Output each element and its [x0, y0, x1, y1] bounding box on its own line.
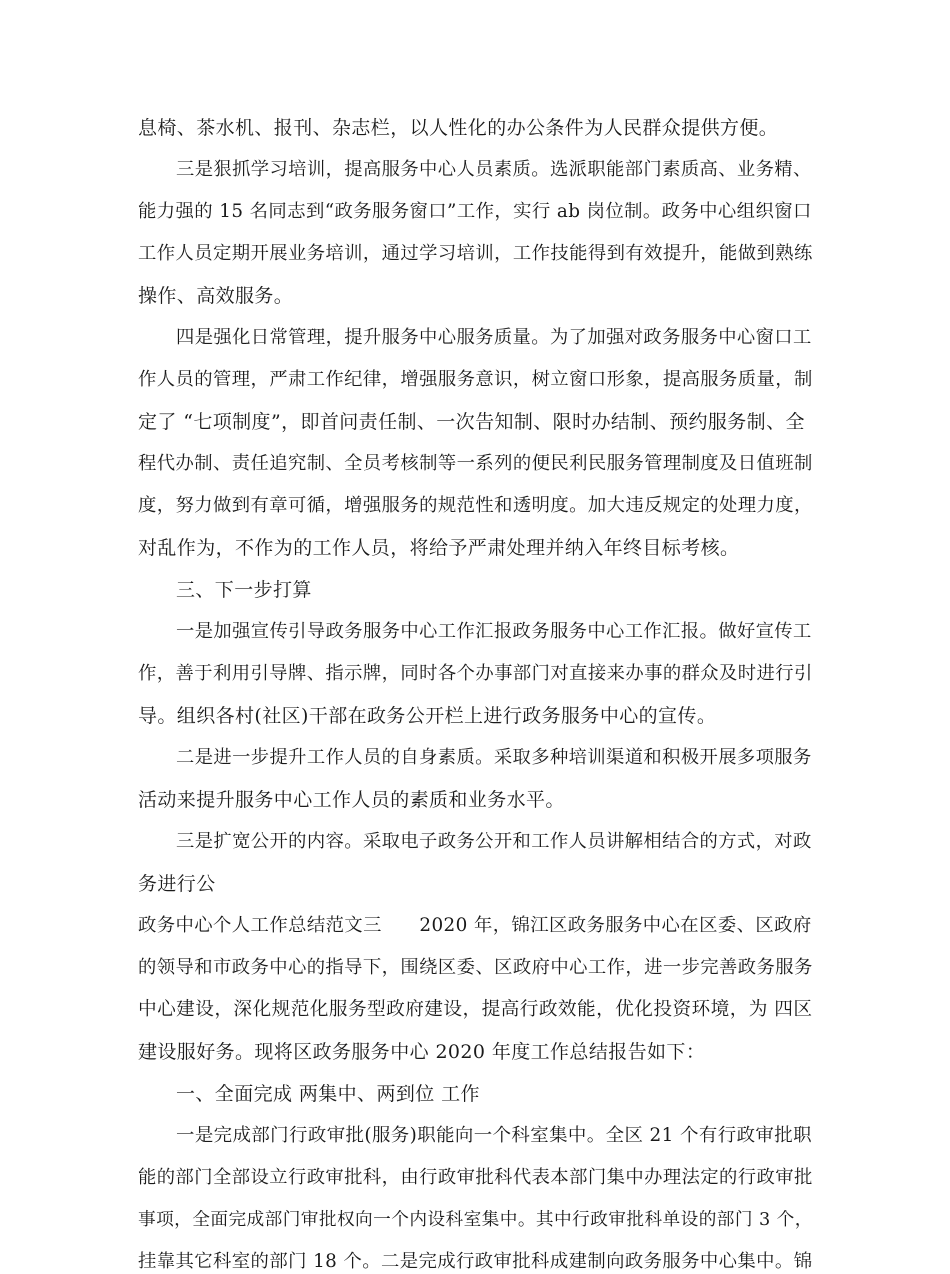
- section-heading: 三、下一步打算: [176, 579, 312, 601]
- text-line: 作人员的管理，严肃工作纪律，增强服务意识，树立窗口形象，提高服务质量，制: [138, 369, 813, 390]
- text-line: 建设服好务。现将区政务服务中心 2020 年度工作总结报告如下：: [138, 1041, 706, 1063]
- text-line: 作，善于利用引导牌、指示牌，同时各个办事部门对直接来办事的群众及时进行引: [138, 663, 813, 684]
- section-heading: 一、全面完成 两集中、两到位 工作: [176, 1083, 480, 1105]
- text-line: 能力强的 15 名同志到“政务服务窗口”工作，实行 ab 岗位制。政务中心组织窗口: [138, 201, 812, 222]
- text-line: 工作人员定期开展业务培训，通过学习培训，工作技能得到有效提升，能做到熟练: [138, 243, 813, 264]
- text-line: 的领导和市政务中心的指导下，围绕区委、区政府中心工作，进一步完善政务服务: [138, 957, 813, 978]
- paragraph-first-line: 一是完成部门行政审批(服务)职能向一个科室集中。全区 21 个有行政审批职: [176, 1125, 812, 1146]
- text-line: 挂靠其它科室的部门 18 个。二是完成行政审批科成建制向政务服务中心集中。锦: [138, 1251, 813, 1272]
- paragraph-first-line: 三是扩宽公开的内容。采取电子政务公开和工作人员讲解相结合的方式，对政: [176, 831, 812, 852]
- paragraph-first-line: 一是加强宣传引导政务服务中心工作汇报政务服务中心工作汇报。做好宣传工: [176, 621, 812, 642]
- text-line: 能的部门全部设立行政审批科，由行政审批科代表本部门集中办理法定的行政审批: [138, 1167, 813, 1188]
- text-line: 息椅、茶水机、报刊、杂志栏，以人性化的办公条件为人民群众提供方便。: [138, 117, 779, 139]
- text-line: 导。组织各村(社区)干部在政务公开栏上进行政务服务中心的宣传。: [138, 705, 717, 727]
- text-line: 操作、高效服务。: [138, 285, 294, 307]
- text-line: 对乱作为，不作为的工作人员，将给予严肃处理并纳入年终目标考核。: [138, 537, 740, 559]
- text-line: 务进行公: [138, 873, 216, 895]
- text-line: 程代办制、责任追究制、全员考核制等一系列的便民利民服务管理制度及日值班制: [138, 453, 813, 474]
- paragraph-first-line: 四是强化日常管理，提升服务中心服务质量。为了加强对政务服务中心窗口工: [176, 327, 812, 348]
- text-line: 活动来提升服务中心工作人员的素质和业务水平。: [138, 789, 565, 811]
- paragraph-first-line: 三是狠抓学习培训，提高服务中心人员素质。选派职能部门素质高、业务精、: [176, 159, 812, 180]
- text-line: 度，努力做到有章可循，增强服务的规范性和透明度。加大违反规定的处理力度，: [138, 495, 813, 516]
- text-line: 事项，全面完成部门审批权向一个内设科室集中。其中行政审批科单设的部门 3 个，: [138, 1210, 813, 1230]
- article-title-line: 政务中心个人工作总结范文三 2020 年，锦江区政务服务中心在区委、区政府: [138, 915, 812, 936]
- text-line: 定了 “七项制度”，即首问责任制、一次告知制、限时办结制、预约服务制、全: [138, 411, 805, 433]
- text-line: 中心建设，深化规范化服务型政府建设，提高行政效能，优化投资环境，为 四区: [138, 999, 813, 1020]
- paragraph-first-line: 二是进一步提升工作人员的自身素质。采取多种培训渠道和积极开展多项服务: [176, 747, 812, 768]
